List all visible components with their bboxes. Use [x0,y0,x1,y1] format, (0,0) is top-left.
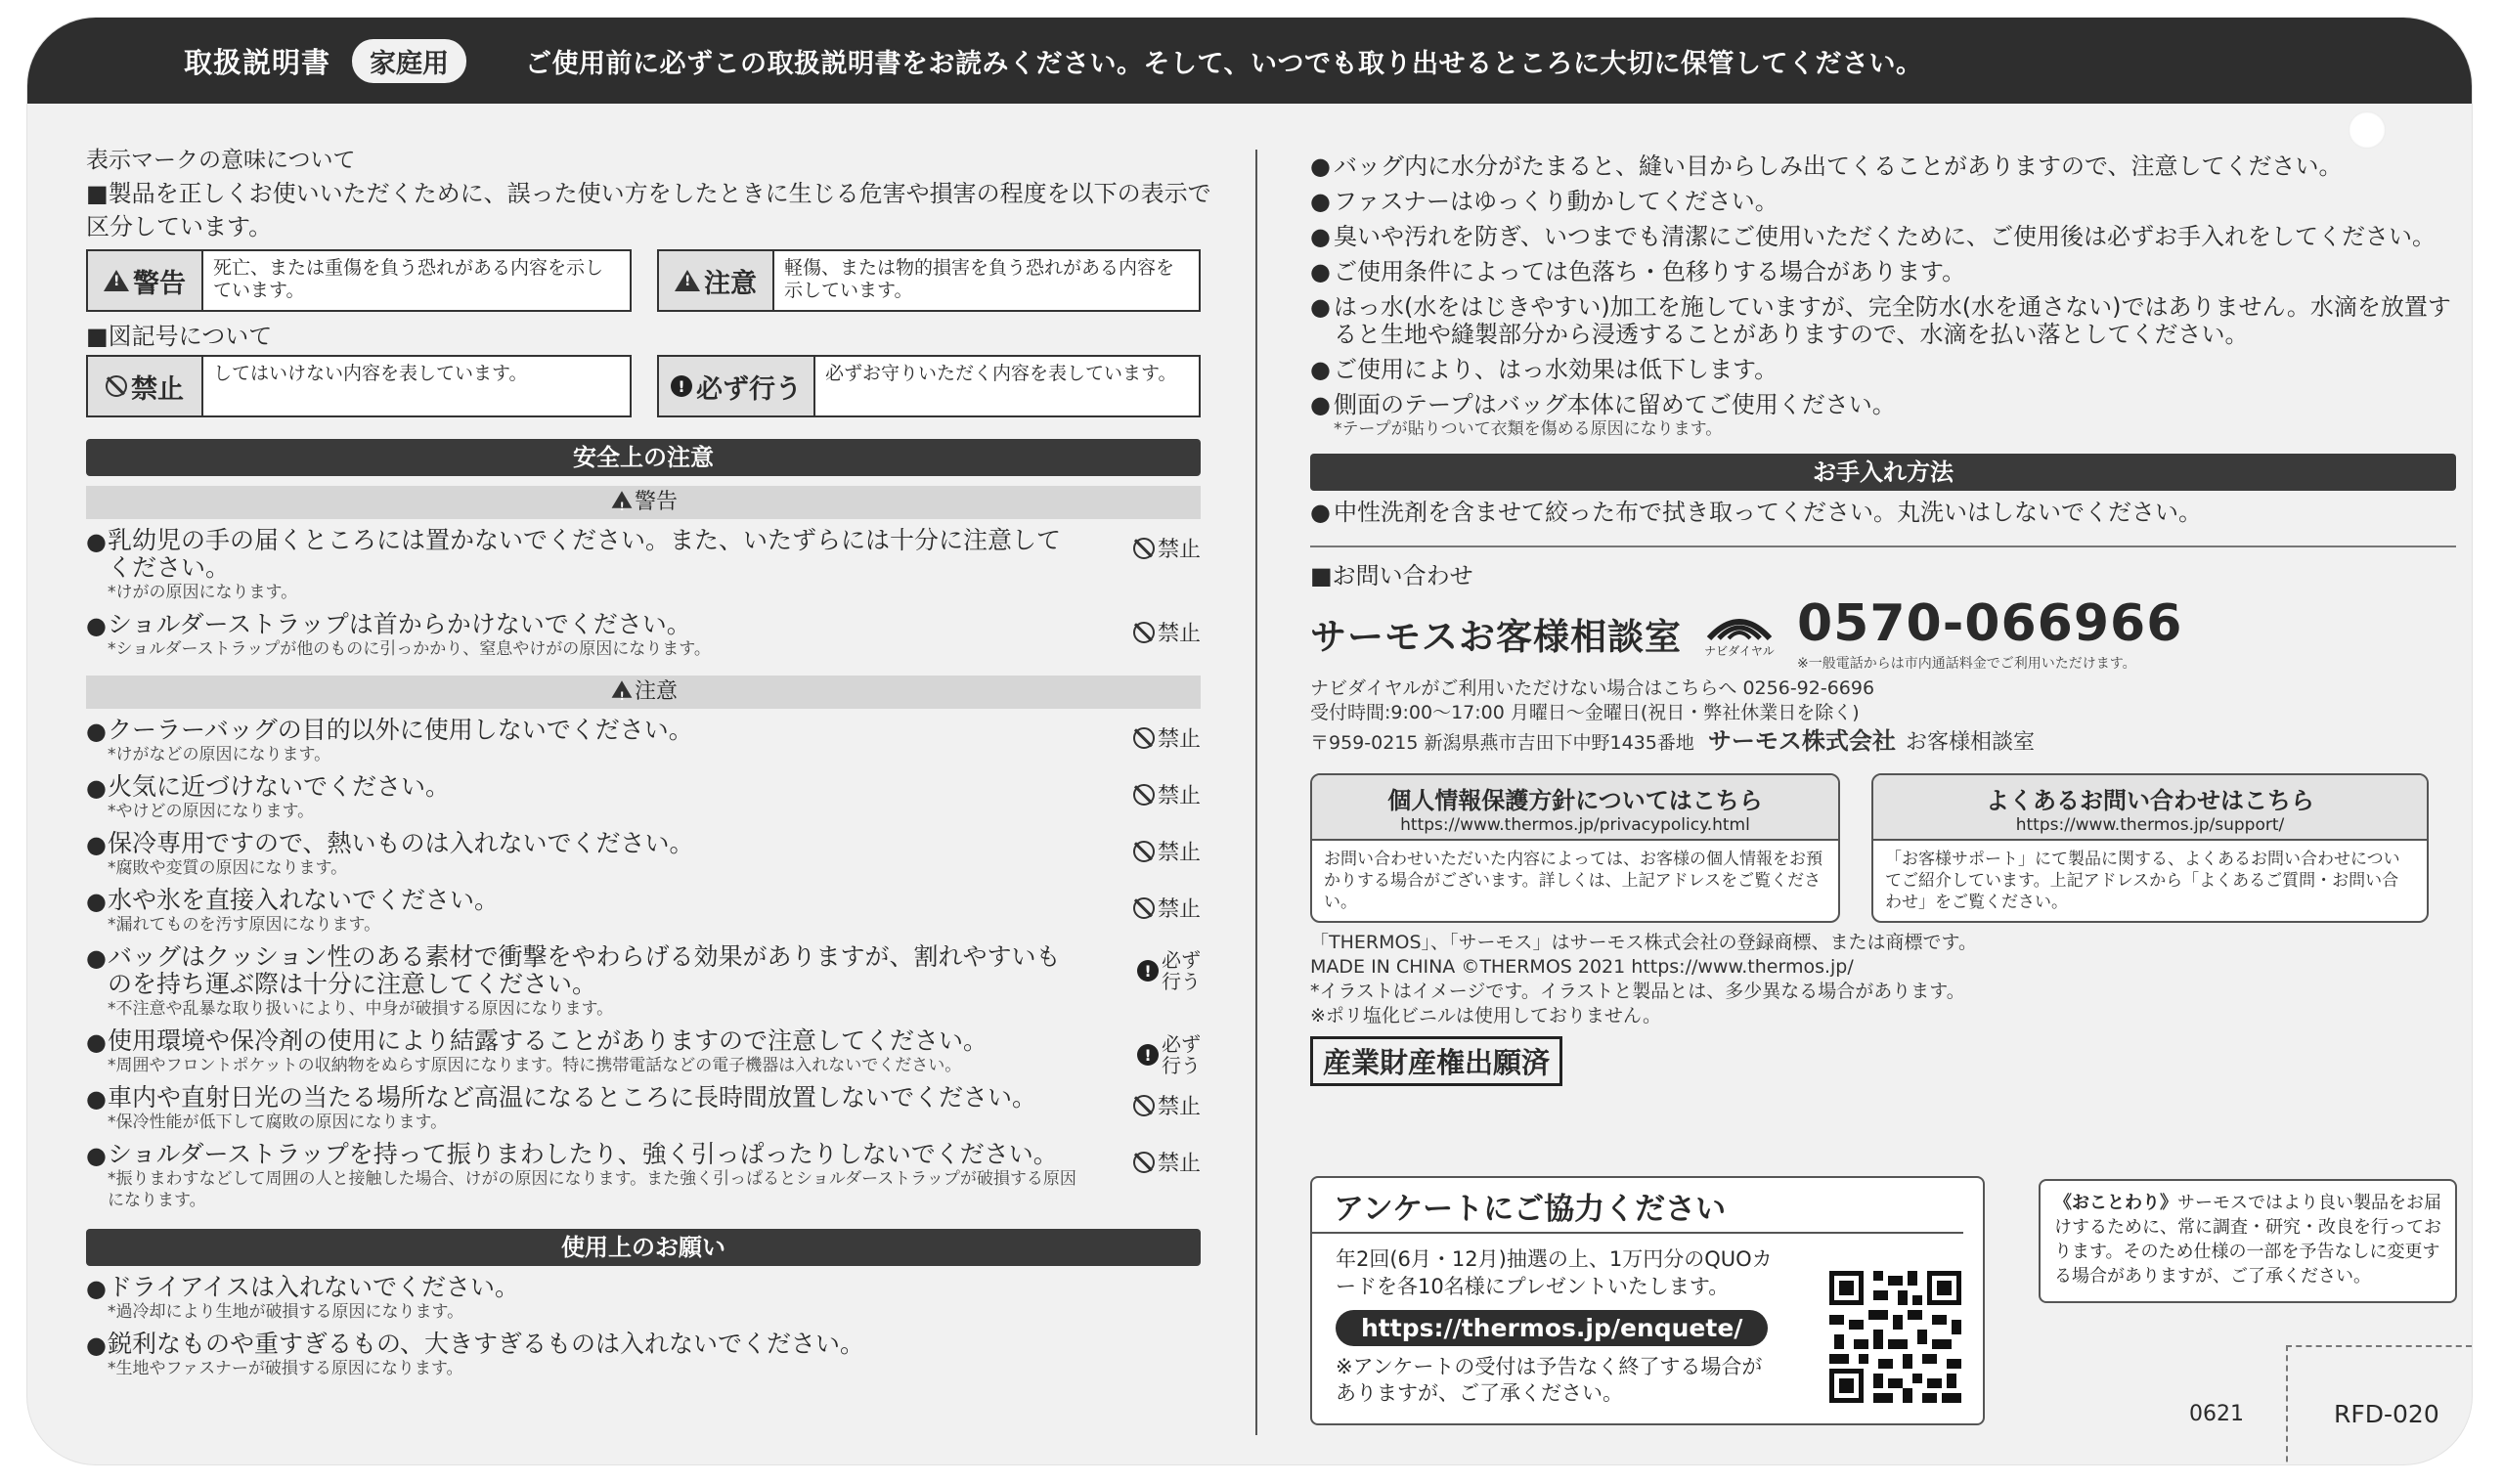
must-label: 必ず行う [696,373,802,405]
must-do-icon: ! [1137,1044,1159,1066]
patent-pending-badge: 産業財産権出願済 [1310,1036,1562,1086]
alt-phone: ナビダイヤルがご利用いただけない場合はこちらへ 0256-92-6696 [1310,677,1875,699]
navi-dial-icon: ナビダイヤル [1701,608,1778,659]
prohibit-icon [1133,897,1155,919]
faq-box: よくあるお問い合わせはこちら https://www.thermos.jp/support/ 「お客様サポート」にて製品に関する、よくあるお問い合わせについてご紹介しています。上記アドレスから「よくあるご質問・お問い合わせ」をご覧ください。 [1871,773,2429,923]
list-item: ● 鋭利なものや重すぎるもの、大きすぎるものは入れないでください。 *生地やファスナーが破損する原因になります。 [86,1330,865,1378]
hours: 受付時間:9:00〜17:00 月曜日〜金曜日(祝日・弊社休業日を除く) [1310,702,1860,723]
list-item: ● はっ水(水をはじきやすい)加工を施していますが、完全防水(水を通さない)ではありません。水滴を放置すると生地や縫製部分から浸透することがありますので、水滴を払い落としてください。 [1310,293,2451,348]
list-item: ● ファスナーはゆっくり動かしてください。 [1310,188,1778,215]
prohibit-text: してはいけない内容を表しています。 [213,363,528,384]
caution-text: 軽傷、または物的損害を負う恐れがある内容を示しています。 [784,257,1175,301]
marks-description: ■製品を正しくお使いいただくために、誤った使い方をしたときに生じる危害や損害の程度を以下の表示で区分しています。 [86,180,1211,240]
prohibit-icon [106,375,127,397]
warning-text: 死亡、または重傷を負う恐れがある内容を示しています。 [213,257,604,301]
symbols-heading: ■図記号について [86,323,273,350]
list-item: ● 水や氷を直接入れないでください。 *漏れてものを汚す原因になります。 禁止 [86,886,1201,935]
prohibit-icon [1133,841,1155,862]
header-title: 取扱説明書 [184,45,331,79]
list-item: ● 使用環境や保冷剤の使用により結露することがありますので注意してください。 *周囲やフロントポケットの収納物をぬらす原因になります。特に携帯電話などの電子機器は入れないでください。 ! 必ず 行う [86,1026,1201,1077]
left-column [86,145,1211,1379]
prohibit-icon [1133,727,1155,749]
prohibit-icon [1133,538,1155,559]
disclaimer-box: 《おことわり》サーモスではより良い製品をお届けするために、常に調査・研究・改良を行っております。そのため仕様の一部を予告なしに変更する場合がありますが、ご了承ください。 [2039,1179,2457,1303]
legal-block: 「THERMOS」、「サーモス」はサーモス株式会社の登録商標、または商標です。 MADE IN CHINA ©THERMOS 2021 https://www.thermos.jp/ *イラストはイメージです。イラストと製品とは、多少異なる場合があります。 ※ポリ塩化ビニルは使用しておりません。 [1310,932,1977,1026]
list-item: ● ご使用により、はっ水効果は低下します。 [1310,356,1778,383]
list-item: ● ショルダーストラップを持って振りまわしたり、強く引っぱったりしないでください。 *振りまわすなどして周囲の人と接触した場合、けがの原因になります。また強く引っぱるとショルダーストラップが破損する原因になります。 禁止 [86,1140,1201,1210]
must-text: 必ずお守りいただく内容を表しています。 [825,363,1177,384]
list-item: ● クーラーバッグの目的以外に使用しないでください。 *けがなどの原因になります。 禁止 [86,716,1201,764]
right-column [1310,145,2456,1428]
warning-label: 警告 [133,268,186,299]
prohibit-label: 禁止 [131,373,184,405]
date-code: 0621 [2189,1402,2244,1426]
severity-marks [86,249,1201,312]
safety-warning-band: !警告 [86,486,1201,519]
column-divider [1255,150,1257,1435]
safety-caution-band: !注意 [86,676,1201,709]
care-text: ● 中性洗剤を含ませて絞った布で拭き取ってください。丸洗いはしないでください。 [1310,499,2202,526]
qr-code-icon[interactable] [1829,1271,1961,1403]
header-bar [27,18,2472,104]
list-item: ● 臭いや汚れを防ぎ、いつまでも清潔にご使用いただくために、ご使用後は必ずお手入れをしてください。 [1310,223,2437,250]
survey-body: 年2回(6月・12月)抽選の上、1万円分のQUOカードを各10名様にプレゼントいたします。 [1336,1247,1773,1298]
marks-heading: 表示マークの意味について [86,148,356,173]
warning-triangle-icon [612,491,633,508]
survey-note: ※アンケートの受付は予告なく終了する場合がありますが、ご了承ください。 [1336,1355,1763,1405]
privacy-box: 個人情報保護方針についてはこちら https://www.thermos.jp/privacypolicy.html お問い合わせいただいた内容によっては、お客様の個人情報をお預かりする場合がございます。詳しくは、上記アドレスをご覧ください。 [1310,773,1840,923]
contact-name: サーモスお客様相談室 [1310,616,1682,658]
list-item: ● 火気に近づけないでください。 *やけどの原因になります。 禁止 [86,772,1201,821]
header-note: ご使用前に必ずこの取扱説明書をお読みください。そして、いつでも取り出せるところに大切に保管してください。 [525,48,1923,79]
prohibit-icon [1133,622,1155,643]
info-boxes [1310,773,2456,923]
model-number: RFD-020 [2334,1400,2439,1428]
survey-box [1310,1176,1985,1425]
phone-note: ※一般電話からは市内通話料金でご利用いただけます。 [1797,656,2136,672]
survey-link[interactable]: https://thermos.jp/enquete/ [1336,1310,1768,1346]
list-item: ● 側面のテープはバッグ本体に留めてご使用ください。 [1310,391,1896,418]
prohibit-icon [1133,784,1155,806]
address-line: 〒959-0215 新潟県燕市吉田下中野1435番地 サーモス株式会社 お客様相談室 [1310,727,2035,755]
prohibit-icon [1133,1152,1155,1173]
section-divider [1310,546,2456,547]
list-item: ● ドライアイスは入れないでください。 *過冷却により生地が破損する原因になります。 [86,1273,520,1322]
tape-note: *テープが貼りついて衣類を傷める原因になります。 [1334,419,1723,439]
prohibit-mark [86,355,632,417]
must-do-icon: ! [671,375,692,397]
caution-triangle-icon [675,270,700,291]
must-do-icon: ! [1137,960,1159,982]
symbol-marks [86,355,1201,417]
list-item: ● 車内や直射日光の当たる場所など高温になるところに長時間放置しないでください。 *保冷性能が低下して腐敗の原因になります。 禁止 [86,1083,1201,1132]
usage-title: 使用上のお願い [86,1229,1201,1266]
list-item: ● ご使用条件によっては色落ち・色移りする場合があります。 [1310,258,1966,285]
list-item: ● バッグ内に水分がたまると、縫い目からしみ出てくることがありますので、注意してください。 [1310,153,2343,180]
household-badge: 家庭用 [352,39,466,83]
instruction-card [27,18,2472,1464]
warning-triangle-icon [104,270,129,291]
caution-label: 注意 [704,268,757,299]
caution-triangle-icon [612,680,633,698]
safety-title: 安全上の注意 [86,439,1201,476]
survey-title: アンケートにご協力ください [1312,1178,1963,1234]
privacy-link[interactable]: https://www.thermos.jp/privacypolicy.html [1400,815,1750,835]
list-item: ● 保冷専用ですので、熱いものは入れないでください。 *腐敗や変質の原因になります。 禁止 [86,829,1201,878]
warning-mark [86,249,632,312]
phone-number: 0570-066966 [1797,594,2183,653]
prohibit-icon [1133,1095,1155,1116]
must-mark [657,355,1201,417]
care-title: お手入れ方法 [1310,454,2456,491]
list-item: ● ショルダーストラップは首からかけないでください。 *ショルダーストラップが他のものに引っかかり、窒息やけがの原因になります。 禁止 [86,610,1201,659]
faq-link[interactable]: https://www.thermos.jp/support/ [2015,815,2285,835]
contact-row [1310,594,2456,673]
list-item: ● バッグはクッション性のある素材で衝撃をやわらげる効果がありますが、割れやすいものを持ち運ぶ際は十分に注意してください。 *不注意や乱暴な取り扱いにより、中身が破損する原因になります。 ! 必ず 行う [86,942,1201,1019]
caution-mark [657,249,1201,312]
hang-hole [2349,111,2386,149]
list-item: ● 乳幼児の手の届くところには置かないでください。また、いたずらには十分に注意してください。 *けがの原因になります。 禁止 [86,526,1201,602]
contact-heading: ■お問い合わせ [1310,562,1473,589]
